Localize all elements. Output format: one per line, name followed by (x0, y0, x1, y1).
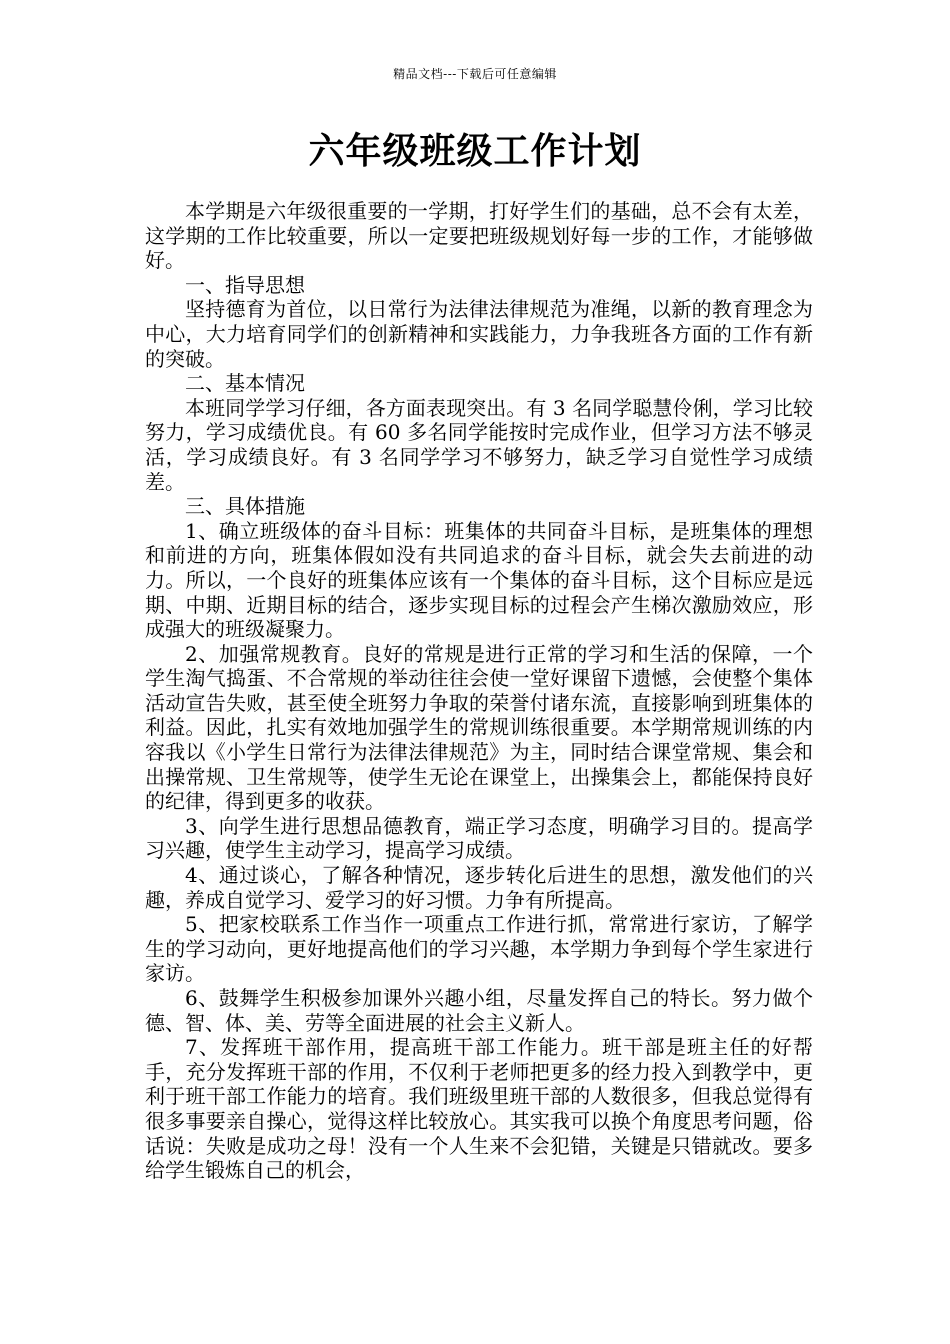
measure-item-2: 2、加强常规教育。良好的常规是进行正常的学习和生活的保障，一个学生淘气捣蛋、不合常规的举动往往会使一堂好课留下遗憾，会使整个集体活动宣告失败，甚至使全班努力争取的荣誉付诸东流，直接影响到班集体的利益。因此，扎实有效地加强学生的常规训练很重要。本学期常规训练的内容我以《小学生日常行为法律法律规范》为主，同时结合课堂常规、集会和出操常规、卫生常规等，使学生无论在课堂上，出操集会上，都能保持良好的纪律，得到更多的收获。 (145, 641, 813, 814)
paragraph-intro: 本学期是六年级很重要的一学期，打好学生们的基础，总不会有太差，这学期的工作比较重要，所以一定要把班级规划好每一步的工作，才能够做好。 (145, 199, 813, 273)
section-heading-guiding-ideology: 一、指导思想 (185, 272, 305, 297)
measure-item-3: 3、向学生进行思想品德教育，端正学习态度，明确学习目的。提高学习兴趣，使学生主动学习，提高学习成绩。 (145, 813, 813, 863)
measure-item-1: 1、确立班级体的奋斗目标：班集体的共同奋斗目标，是班集体的理想和前进的方向，班集体假如没有共同追求的奋斗目标，就会失去前进的动力。所以，一个良好的班集体应该有一个集体的奋斗目标，这个目标应是远期、中期、近期目标的结合，逐步实现目标的过程会产生梯次激励效应，形成强大的班级凝聚力。 (145, 518, 813, 642)
document-title: 六年级班级工作计划 (308, 131, 642, 172)
document-body (145, 199, 813, 1183)
measure-item-5: 5、把家校联系工作当作一项重点工作进行抓，常常进行家访，了解学生的学习动向，更好地提高他们的学习兴趣，本学期力争到每个学生家进行家访。 (145, 912, 813, 986)
measure-item-7: 7、发挥班干部作用，提高班干部工作能力。班干部是班主任的好帮手，充分发挥班干部的作用，不仅利于老师把更多的经力投入到教学中，更利于班干部工作能力的培育。我们班级里班干部的人数很多，但我总觉得有很多事要亲自操心，觉得这样比较放心。其实我可以换个角度思考问题，俗话说：失败是成功之母！没有一个人生来不会犯错，关键是只错就改。要多给学生锻炼自己的机会， (145, 1035, 813, 1183)
measure-item-6: 6、鼓舞学生积极参加课外兴趣小组，尽量发挥自己的特长。努力做个德、智、体、美、劳等全面进展的社会主义新人。 (145, 986, 813, 1035)
paragraph-basic-situation: 本班同学学习仔细，各方面表现突出。有 3 名同学聪慧伶俐，学习比较努力，学习成绩优良。有 60 多名同学能按时完成作业，但学习方法不够灵活，学习成绩良好。有 3 名同学学习不够努力，缺乏学习自觉性学习成绩差。 (145, 395, 813, 494)
section-heading-basic-situation: 二、基本情况 (185, 371, 305, 396)
section-heading-specific-measures: 三、具体措施 (185, 494, 305, 519)
header-note: 精品文档---下载后可任意编辑 (393, 67, 557, 81)
measure-item-4: 4、通过谈心，了解各种情况，逐步转化后进生的思想，激发他们的兴趣，养成自觉学习、爱学习的好习惯。力争有所提高。 (145, 863, 813, 912)
paragraph-guiding-ideology: 坚持德育为首位，以日常行为法律法律规范为准绳，以新的教育理念为中心，大力培育同学们的创新精神和实践能力，力争我班各方面的工作有新的突破。 (145, 297, 813, 371)
